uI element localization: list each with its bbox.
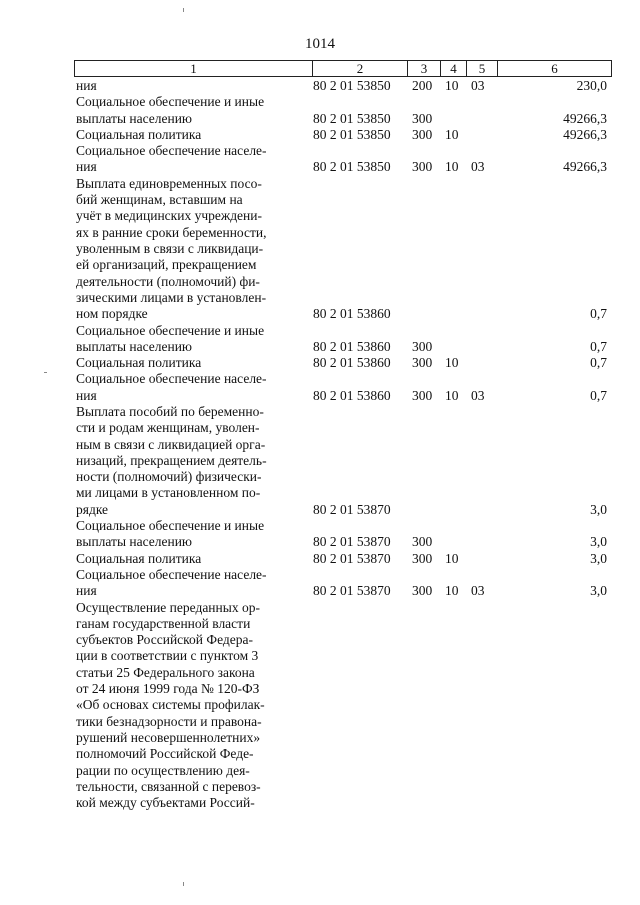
description-line: «Об основах системы профилак- xyxy=(76,697,265,713)
description-line: от 24 июня 1999 года № 120-ФЗ xyxy=(76,681,260,697)
row-amount: 3,0 xyxy=(590,550,607,566)
row-col-5: 03 xyxy=(471,78,485,93)
row-col-3: 300 xyxy=(412,110,433,126)
description-line: Социальная политика xyxy=(76,126,202,142)
row-col-3: 300 xyxy=(412,534,433,550)
row-amount: 0,7 xyxy=(590,355,607,371)
row-amount: 0,7 xyxy=(590,338,607,354)
row-code: 80 2 01 53850 xyxy=(313,78,391,93)
description-line: ганам государственной власти xyxy=(76,615,251,631)
row-col-5: 03 xyxy=(471,583,485,599)
description-line: уволенным в связи с ликвидаци- xyxy=(76,240,264,256)
header-col-6: 6 xyxy=(551,61,558,76)
row-code: 80 2 01 53860 xyxy=(313,306,391,322)
scan-mark xyxy=(183,8,184,12)
description-line: Выплата пособий по беременно- xyxy=(76,404,264,419)
row-col-3: 300 xyxy=(412,126,433,142)
row-description xyxy=(76,78,298,94)
description-line: ным в связи с ликвидацией орга- xyxy=(76,436,266,452)
row-col-4: 10 xyxy=(445,550,459,566)
row-col-5: 03 xyxy=(471,387,485,403)
row-description xyxy=(76,176,298,323)
description-line: ном порядке xyxy=(76,306,148,322)
description-line: кой между субъектами Россий- xyxy=(76,795,255,811)
description-line: ния xyxy=(76,78,97,93)
description-line: сти и родам женщинам, уволен- xyxy=(76,420,260,436)
row-code: 80 2 01 53870 xyxy=(313,501,391,517)
description-line: тельности, связанной с перевоз- xyxy=(76,778,261,794)
row-code: 80 2 01 53870 xyxy=(313,550,391,566)
row-amount: 49266,3 xyxy=(563,126,607,142)
description-line: зическими лицами в установлен- xyxy=(76,289,267,305)
description-line: ния xyxy=(76,387,97,403)
row-description xyxy=(76,355,298,371)
row-col-4: 10 xyxy=(445,159,459,175)
description-line: ях в ранние сроки беременности, xyxy=(76,224,267,240)
row-col-4: 10 xyxy=(445,355,459,371)
row-col-4: 10 xyxy=(445,583,459,599)
description-line: Осуществление переданных ор- xyxy=(76,599,260,615)
row-col-3: 300 xyxy=(412,159,433,175)
description-line: полномочий Российской Феде- xyxy=(76,746,254,762)
description-line: ции в соответствии с пунктом 3 xyxy=(76,648,259,664)
row-description xyxy=(76,600,298,812)
header-col-2: 2 xyxy=(313,61,408,76)
description-line: рядке xyxy=(76,501,109,517)
row-code: 80 2 01 53860 xyxy=(313,387,391,403)
row-amount: 49266,3 xyxy=(563,159,607,175)
row-description xyxy=(76,371,298,404)
description-line: рации по осуществлению дея- xyxy=(76,762,250,778)
description-line: ния xyxy=(76,583,97,599)
description-line: Социальное обеспечение населе- xyxy=(76,567,267,582)
description-line: статьи 25 Федерального закона xyxy=(76,664,255,680)
row-code: 80 2 01 53870 xyxy=(313,534,391,550)
description-line: ей организаций, прекращением xyxy=(76,257,257,273)
row-description xyxy=(76,567,298,600)
description-line: тики безнадзорности и правона- xyxy=(76,713,262,729)
row-description xyxy=(76,518,298,551)
row-col-4: 10 xyxy=(445,78,459,93)
row-description xyxy=(76,143,298,176)
description-line: деятельности (полномочий) фи- xyxy=(76,273,260,289)
description-line: Социальная политика xyxy=(76,355,202,371)
description-line: ности (полномочий) физически- xyxy=(76,469,262,485)
header-col-3: 3 xyxy=(408,61,441,76)
description-line: бий женщинам, вставшим на xyxy=(76,192,243,208)
row-description xyxy=(76,127,298,143)
description-line: выплаты населению xyxy=(76,338,193,354)
row-code: 80 2 01 53850 xyxy=(313,110,391,126)
row-amount: 3,0 xyxy=(590,534,607,550)
row-col-4: 10 xyxy=(445,387,459,403)
row-code: 80 2 01 53860 xyxy=(313,338,391,354)
row-amount: 230,0 xyxy=(576,78,607,93)
row-description xyxy=(76,323,298,356)
description-line: Социальное обеспечение населе- xyxy=(76,371,267,387)
row-col-5: 03 xyxy=(471,159,485,175)
row-amount: 49266,3 xyxy=(563,110,607,126)
description-line: рушений несовершеннолетних» xyxy=(76,729,261,745)
row-col-3: 300 xyxy=(412,355,433,371)
scan-mark xyxy=(44,372,47,373)
header-col-5: 5 xyxy=(467,61,498,76)
row-description xyxy=(76,404,298,518)
description-line: учёт в медицинских учреждени- xyxy=(76,208,262,224)
description-line: ми лицами в установленном по- xyxy=(76,485,261,501)
row-code: 80 2 01 53860 xyxy=(313,355,391,371)
row-amount: 3,0 xyxy=(590,501,607,517)
description-line: выплаты населению xyxy=(76,110,193,126)
description-line: выплаты населению xyxy=(76,534,193,550)
row-description xyxy=(76,551,298,567)
row-col-3: 300 xyxy=(412,583,433,599)
description-line: ния xyxy=(76,159,97,175)
row-description xyxy=(76,94,298,127)
row-code: 80 2 01 53870 xyxy=(313,583,391,599)
description-line: Социальная политика xyxy=(76,550,202,566)
table-header xyxy=(74,60,612,77)
description-line: Социальное обеспечение и иные xyxy=(76,518,265,534)
description-line: субъектов Российской Федера- xyxy=(76,632,253,648)
row-amount: 0,7 xyxy=(590,306,607,322)
row-amount: 0,7 xyxy=(590,387,607,403)
scan-mark xyxy=(183,882,184,886)
description-line: Социальное обеспечение и иные xyxy=(76,94,265,110)
row-col-3: 300 xyxy=(412,387,433,403)
row-code: 80 2 01 53850 xyxy=(313,159,391,175)
page-number: 1014 xyxy=(305,36,335,52)
description-line: Выплата единовременных посо- xyxy=(76,175,262,191)
row-col-3: 300 xyxy=(412,550,433,566)
description-line: Социальное обеспечение населе- xyxy=(76,143,267,159)
description-line: Социальное обеспечение и иные xyxy=(76,322,265,338)
row-col-3: 300 xyxy=(412,338,433,354)
row-col-4: 10 xyxy=(445,126,459,142)
header-col-1: 1 xyxy=(75,61,313,76)
description-line: низаций, прекращением деятель- xyxy=(76,452,267,468)
header-col-4: 4 xyxy=(441,61,467,76)
row-code: 80 2 01 53850 xyxy=(313,126,391,142)
row-amount: 3,0 xyxy=(590,583,607,599)
row-col-3: 200 xyxy=(412,78,433,93)
